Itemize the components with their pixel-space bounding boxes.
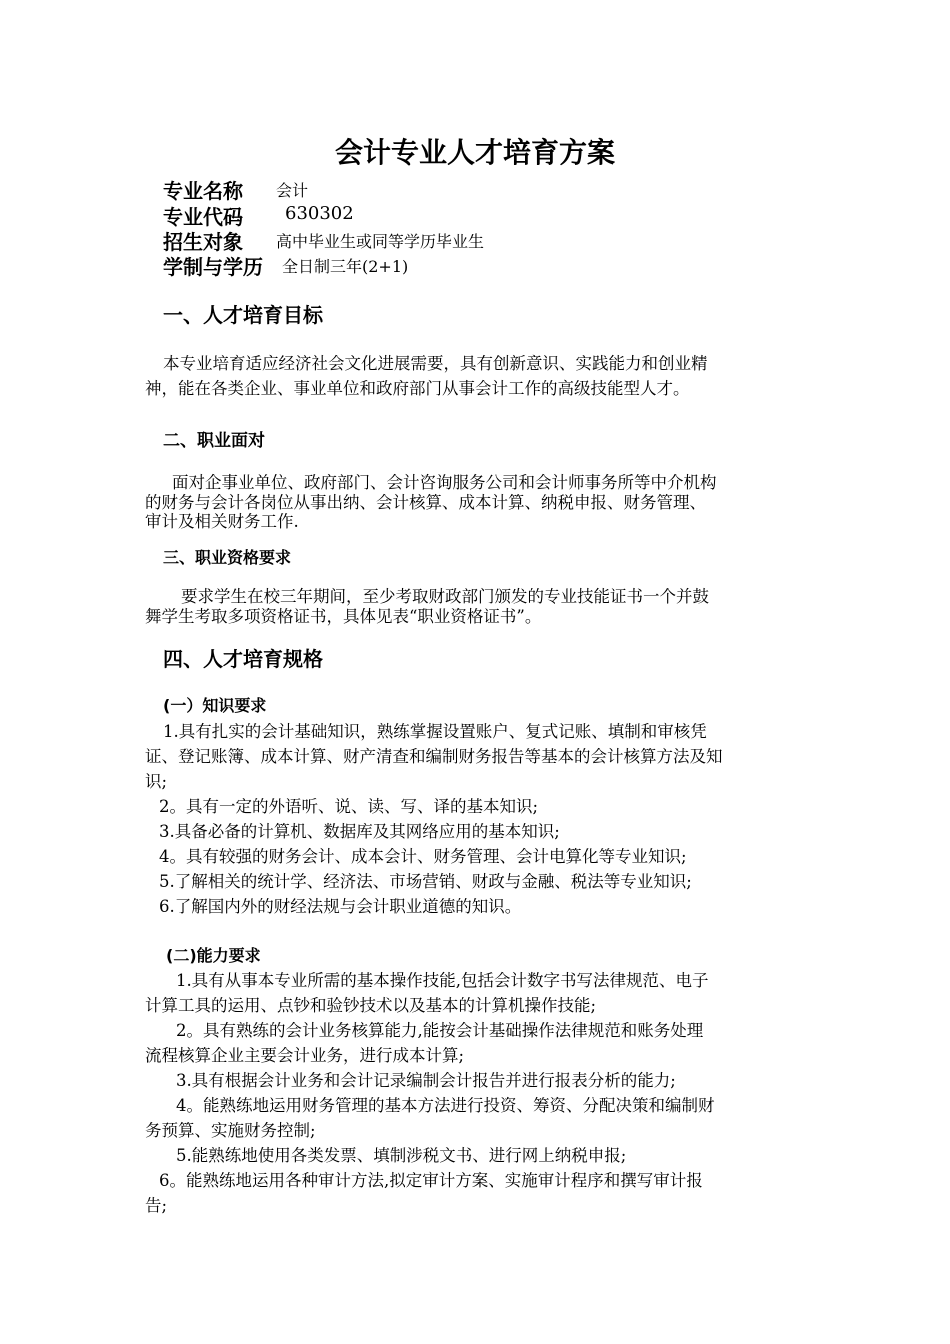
section-heading-qualification: 三、职业资格要求	[163, 548, 292, 567]
list-line: 5.了解相关的统计学、经济法、市场营销、财政与金融、税法等专业知识;	[159, 872, 692, 891]
list-line: 务预算、实施财务控制;	[145, 1121, 316, 1140]
info-value-duration: 全日制三年(2+1)	[282, 257, 409, 276]
info-value-major-name: 会计	[276, 181, 309, 200]
list-line: 告;	[145, 1196, 168, 1215]
list-line: 2。具有熟练的会计业务核算能力,能按会计基础操作法律规范和账务处理	[176, 1021, 704, 1040]
section-heading-training-specs: 四、人才培育规格	[163, 647, 323, 671]
document-title: 会计专业人才培育方案	[334, 136, 615, 169]
list-line: 计算工具的运用、点钞和验钞技术以及基本的计算机操作技能;	[145, 996, 597, 1015]
list-line: 5.能熟练地使用各类发票、填制涉税文书、进行网上纳税申报;	[176, 1146, 627, 1165]
list-line: 4。能熟练地运用财务管理的基本方法进行投资、筹资、分配决策和编制财	[176, 1096, 715, 1115]
list-line: 识;	[145, 772, 168, 791]
list-line: 3.具备必备的计算机、数据库及其网络应用的基本知识;	[159, 822, 560, 841]
list-line: 2。具有一定的外语听、说、读、写、译的基本知识;	[159, 797, 539, 816]
list-line: 流程核算企业主要会计业务，进行成本计算;	[145, 1046, 465, 1065]
list-line: 6。能熟练地运用各种审计方法,拟定审计方案、实施审计程序和撰写审计报	[159, 1171, 703, 1190]
paragraph-line: 舞学生考取多项资格证书，具体见表“职业资格证书”。	[145, 607, 542, 626]
list-line: 1.具有扎实的会计基础知识，熟练掌握设置账户、复式记账、填制和审核凭	[163, 722, 707, 741]
list-line: 证、登记账簿、成本计算、财产清查和编制财务报告等基本的会计核算方法及知	[145, 747, 723, 766]
info-label-major-code: 专业代码	[163, 205, 243, 229]
section-heading-career-orientation: 二、职业面对	[163, 431, 265, 451]
info-label-enrollment-target: 招生对象	[163, 230, 243, 254]
list-line: 3.具有根据会计业务和会计记录编制会计报告并进行报表分析的能力;	[176, 1071, 676, 1090]
paragraph-line: 审计及相关财务工作.	[145, 512, 299, 531]
list-line: 1.具有从事本专业所需的基本操作技能,包括会计数字书写法律规范、电子	[176, 971, 709, 990]
list-line: 6.了解国内外的财经法规与会计职业道德的知识。	[159, 897, 522, 916]
paragraph-line: 神，能在各类企业、事业单位和政府部门从事会计工作的高级技能型人才。	[145, 379, 690, 398]
section-heading-training-goal: 一、人才培育目标	[163, 303, 323, 327]
list-line: 4。具有较强的财务会计、成本会计、财务管理、会计电算化等专业知识;	[159, 847, 687, 866]
info-label-duration: 学制与学历	[163, 255, 263, 279]
info-label-major-name: 专业名称	[163, 179, 243, 203]
paragraph-line: 面对企事业单位、政府部门、会计咨询服务公司和会计师事务所等中介机构	[172, 473, 717, 492]
paragraph-line: 要求学生在校三年期间，至少考取财政部门颁发的专业技能证书一个并鼓	[181, 587, 709, 606]
paragraph-line: 的财务与会计各岗位从事出纳、会计核算、成本计算、纳税申报、财务管理、	[145, 493, 706, 512]
paragraph-line: 本专业培育适应经济社会文化进展需要，具有创新意识、实践能力和创业精	[163, 354, 708, 373]
info-value-major-code: 630302	[285, 203, 354, 224]
subsection-heading-ability: (二)能力要求	[166, 946, 261, 965]
subsection-heading-knowledge: (一）知识要求	[163, 696, 267, 715]
info-value-enrollment-target: 高中毕业生或同等学历毕业生	[276, 232, 485, 251]
